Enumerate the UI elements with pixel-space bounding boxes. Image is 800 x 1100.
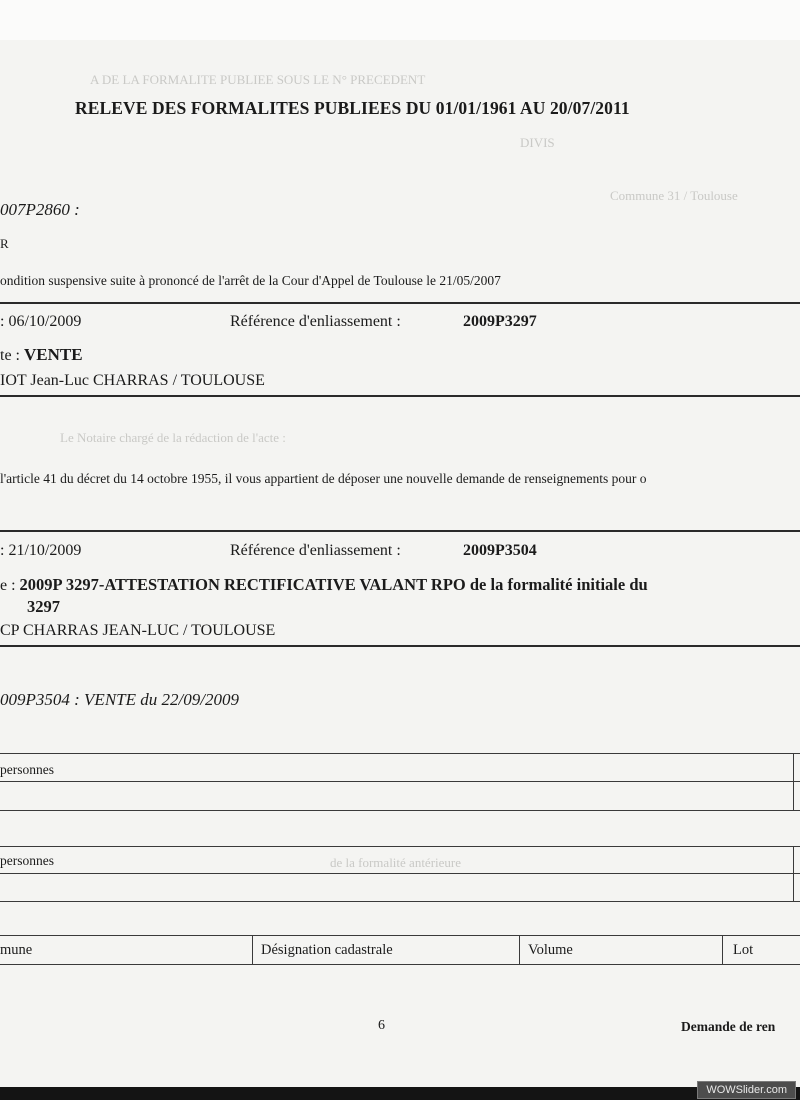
- footer-demand-text: Demande de ren: [681, 1019, 776, 1034]
- table-line-7: [0, 935, 800, 936]
- ghost-text-2: DIVIS: [520, 135, 555, 150]
- table-line-6: [0, 901, 800, 902]
- notary-name: IOT Jean-Luc CHARRAS / TOULOUSE: [0, 372, 265, 389]
- reference-label: Référence d'enliassement :: [230, 313, 401, 330]
- column-header-commune: mune: [0, 942, 33, 958]
- ghost-text-4: Le Notaire chargé de la rédaction de l'acte :: [60, 430, 286, 445]
- decree-note: l'article 41 du décret du 14 octobre 1955, il vous appartient de déposer une nouvelle demande de renseignements pour o: [0, 471, 647, 486]
- column-header-lot: Lot: [733, 942, 754, 958]
- suspensive-condition-text: ondition suspensive suite à prononcé de l'arrêt de la Cour d'Appel de Toulouse le 21/05/2007: [0, 273, 501, 288]
- ghost-text-1: A DE LA FORMALITE PUBLIEE SOUS LE N° PRECEDENT: [90, 72, 426, 87]
- nature-value-continued: 3297: [27, 597, 60, 616]
- nature-value: VENTE: [24, 345, 83, 364]
- watermark-label: WOWSlider.com: [697, 1081, 796, 1099]
- nature-prefix-2: e :: [0, 577, 16, 594]
- notary-name-2: CP CHARRAS JEAN-LUC / TOULOUSE: [0, 622, 276, 639]
- scan-edge-band: [0, 1087, 800, 1100]
- table-line-4: [0, 846, 800, 847]
- page-number: 6: [378, 1018, 385, 1033]
- reference-value-2: 2009P3504: [463, 542, 537, 559]
- ghost-text-5: de la formalité antérieure: [330, 855, 462, 870]
- persons-row-label-1: personnes: [0, 762, 54, 777]
- table-line-1: [0, 753, 800, 754]
- divider-4: [0, 645, 800, 647]
- page-title: RELEVE DES FORMALITES PUBLIEES DU 01/01/1961 AU 20/07/2011: [75, 98, 630, 118]
- persons-row-label-2: personnes: [0, 853, 54, 868]
- table-vline-2: [519, 935, 520, 965]
- table-vline-3: [722, 935, 723, 965]
- table-line-2: [0, 781, 800, 782]
- reference-value: 2009P3297: [463, 313, 537, 330]
- column-header-designation: Désignation cadastrale: [261, 942, 393, 958]
- nature-prefix: te :: [0, 347, 20, 364]
- table-line-5: [0, 873, 800, 874]
- divider-3: [0, 530, 800, 532]
- table-vline-1: [252, 935, 253, 965]
- column-header-volume: Volume: [528, 942, 573, 958]
- ghost-text-3: Commune 31 / Toulouse: [610, 188, 738, 203]
- nature-value-2: 2009P 3297-ATTESTATION RECTIFICATIVE VALANT RPO de la formalité initiale du: [19, 575, 648, 594]
- nature-label-2: [0, 575, 648, 595]
- reference-label-2: Référence d'enliassement :: [230, 542, 401, 559]
- divider-1: [0, 302, 800, 304]
- table-line-8: [0, 964, 800, 965]
- formality-reference-heading: 007P2860 :: [0, 200, 80, 219]
- table-line-3: [0, 810, 800, 811]
- vente-heading: 009P3504 : VENTE du 22/09/2009: [0, 690, 239, 709]
- formality-line-r: R: [0, 236, 9, 251]
- paper-edge: [0, 0, 800, 40]
- deposit-date: : 06/10/2009: [0, 313, 82, 330]
- nature-label: [0, 345, 83, 365]
- deposit-date-2: : 21/10/2009: [0, 542, 82, 559]
- divider-2: [0, 395, 800, 397]
